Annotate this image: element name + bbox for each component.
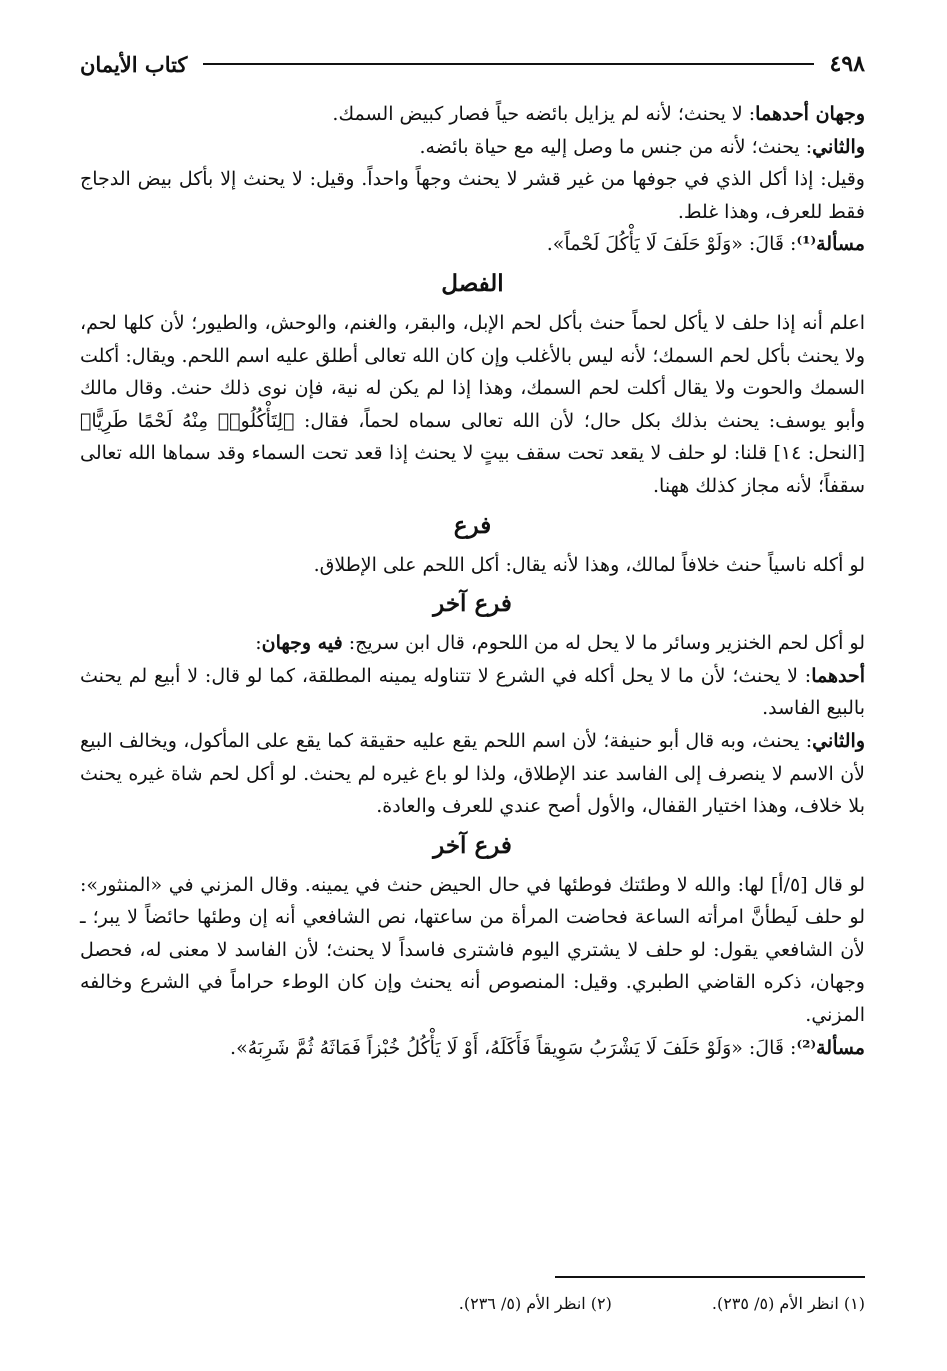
paragraph-text: لو أكل لحم الخنزير وسائر ما لا يحل له من اللحوم، قال ابن سريج: — [342, 632, 865, 655]
footnote-area — [80, 1276, 865, 1313]
bold-lead: أحدهما — [811, 664, 865, 687]
bold-lead: وجهان أحدهما — [755, 103, 865, 125]
section-heading: فرع — [453, 511, 492, 539]
header-rule — [203, 63, 813, 65]
mas-ala-label: مسألة⁽¹⁾ — [796, 233, 865, 256]
paragraph — [80, 627, 865, 660]
footnote-2: (٢) انظر الأم (٥/ ٢٣٦). — [458, 1294, 612, 1313]
bold-phrase: فيه وجهان — [261, 632, 343, 655]
paragraph — [80, 228, 865, 261]
paragraph-text: : قَالَ: «وَلَوْ حَلَفَ لَا يَشْرَبُ سَوِيقاً فَأَكَلَهُ، أَوْ لَا يَأْكُلُ خُبْزاً فَمَاثَهُ ثُمَّ شَرِبَهُ». — [230, 1036, 797, 1059]
footnote-rule — [555, 1276, 865, 1278]
paragraph-text: : لا يحنث؛ لأنه لم يزايل بائضه حياً فصار كبيض السمك. — [332, 103, 756, 125]
paragraph-text: : يحنث، وبه قال أبو حنيفة؛ لأن اسم اللحم يقع عليه حقيقة كما يقع على المأكول، ويخالف البيع لأن الاسم لا ينصرف إلى الفاسد عند الإطلاق، ولذا لو باع غيره لم يحنث. لو أكل لحم شاة غيره يحنث بلا خلاف، وهذا اختيار القفال، والأول أصح عندي للعرف والعادة. — [80, 729, 865, 818]
paragraph: اعلم أنه إذا حلف لا يأكل لحماً حنث بأكل لحم الإبل، والبقر، والغنم، والوحش، والطيور؛ لأن كلها لحم، ولا يحنث بأكل لحم السمك؛ لأنه ليس بالأغلب وإن كان الله تعالى أطلق عليه اسم اللحم. ويقال: أكلت السمك والحوت ولا يقال أكلت لحم السمك، وهذا إذا لم يكن له نية، فإن نوى ذلك حنث. وقال مالك وأبو يوسف: يحنث بذلك بكل حال؛ لأن الله تعالى سماه لحماً، فقال: ﴿لِتَأْكُلُوا۟ مِنْهُ لَحْمًا طَرِيًّا﴾ [النحل: ١٤] قلنا: لو حلف لا يقعد تحت سقف بيتٍ لا يحنث إذا قعد تحت السماء وقد سماها الله تعالى سقفاً؛ لأنه مجاز كذلك ههنا. — [80, 311, 865, 497]
bold-lead: والثاني — [812, 135, 865, 158]
book-title: كتاب الأيمان — [80, 51, 188, 77]
running-head — [80, 44, 865, 84]
paragraph: وقيل: إذا أكل الذي في جوفها من غير قشر لا يحنث وجهاً واحداً. وقيل: لا يحنث إلا بأكل بيض الدجاج فقط للعرف، وهذا غلط. — [80, 168, 865, 223]
footnote-1: (١) انظر الأم (٥/ ٢٣٥). — [711, 1294, 865, 1313]
paragraph-text: : قَالَ: «وَلَوْ حَلَفَ لَا يَأْكُلَ لَحْماً». — [546, 233, 797, 256]
paragraph — [80, 1032, 865, 1065]
paragraph-text: : — [255, 632, 262, 655]
section-heading: فرع آخر — [433, 831, 512, 859]
bold-lead: والثاني — [812, 729, 865, 752]
section-heading: فرع آخر — [433, 590, 512, 618]
paragraph-text: : يحنث؛ لأنه من جنس ما وصل إليه مع حياة بائضه. — [419, 135, 813, 158]
paragraph — [80, 725, 865, 823]
paragraph — [80, 131, 865, 164]
paragraph — [80, 660, 865, 725]
paragraph-text: : لا يحنث؛ لأن ما لا يحل أكله في الشرع لا تتناوله يمينه المطلقة، كما لو قال: لا أبيع لم يحنث بالبيع الفاسد. — [80, 664, 865, 720]
page-number: ٤٩٨ — [829, 51, 865, 77]
section-heading: الفصل — [441, 269, 504, 297]
footnotes — [80, 1294, 865, 1313]
paragraph: لو أكله ناسياً حنث خلافاً لمالك، وهذا لأنه يقال: أكل اللحم على الإطلاق. — [313, 553, 865, 576]
paragraph — [80, 98, 865, 131]
page-body — [80, 44, 865, 1064]
paragraph: لو قال [٥/أ] لها: والله لا وطئتك فوطئها في حال الحيض حنث في يمينه. وقال المزني في «المنثور»: لو حلف لَيطأنَّ امرأته الساعة فحاضت المرأة من ساعتها، نص الشافعي أنه إن وطئها حائضاً لا يبر؛ ـ لأن الشافعي يقول: لو حلف لا يشتري اليوم فاشترى فاسداً لا يحنث؛ لأن الفاسد لا معنى له، فحصل وجهان، ذكره القاضي الطبري. وقيل: المنصوص أنه يحنث وإن كان الوطء حراماً في الشرع وخالفه المزني. — [80, 873, 865, 1027]
mas-ala-label: مسألة⁽²⁾ — [796, 1036, 865, 1059]
